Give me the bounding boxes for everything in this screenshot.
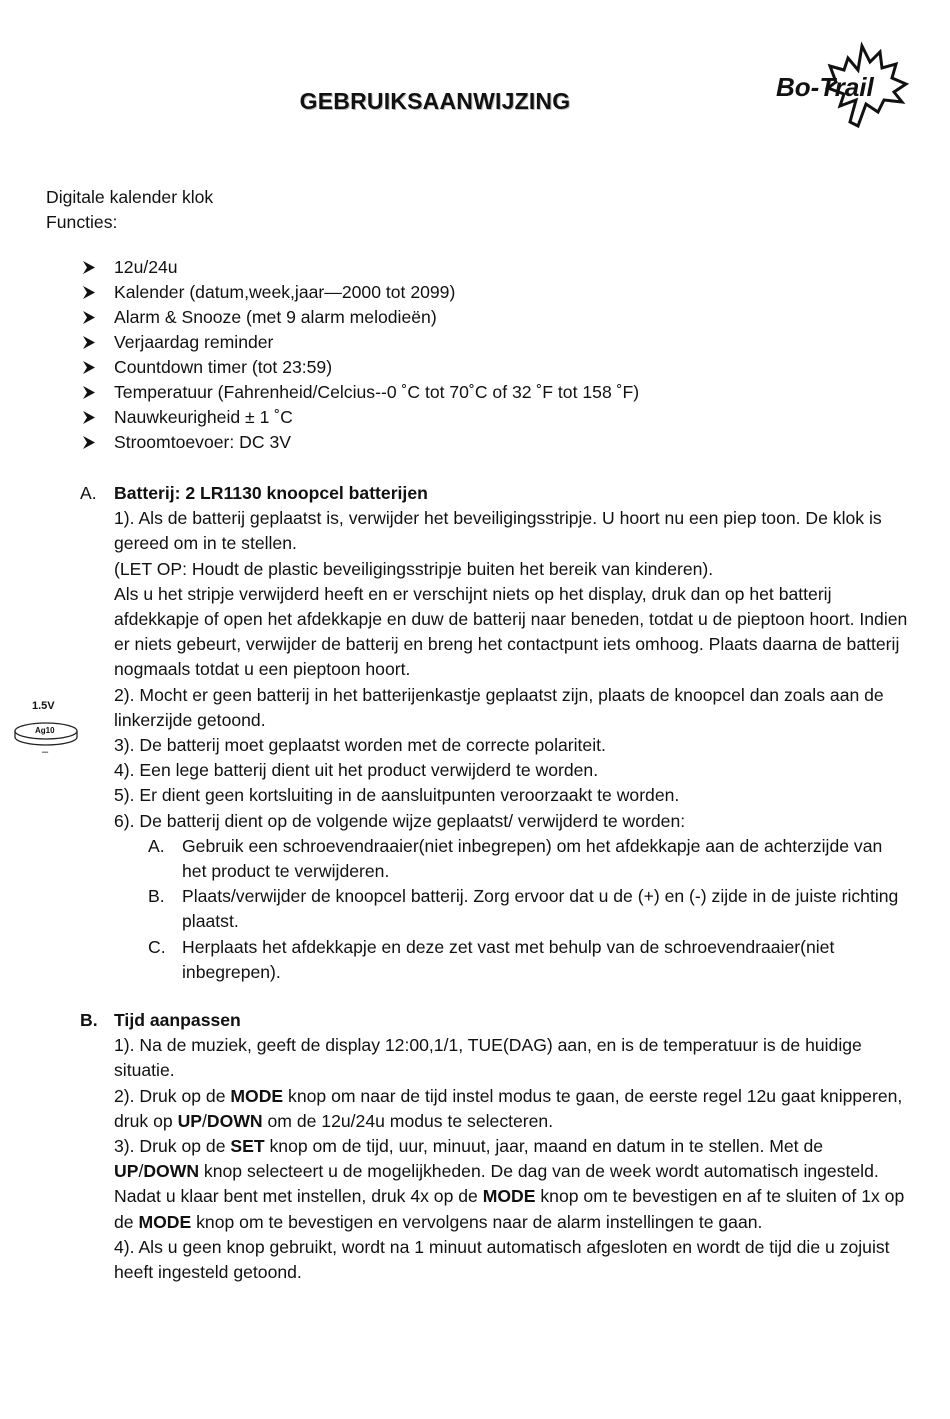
- feature-item: Temperatuur (Fahrenheid/Celcius--0 ˚C tot 70˚C of 32 ˚F tot 158 ˚F): [82, 380, 639, 405]
- key-label-down: DOWN: [143, 1161, 200, 1182]
- section-letter: A.: [80, 483, 97, 503]
- arrow-bullet-icon: [82, 430, 96, 455]
- battery-model-label: Ag10: [35, 726, 55, 735]
- feature-item: Countdown timer (tot 23:59): [82, 355, 639, 380]
- paragraph: 4). Als u geen knop gebruikt, wordt na 1 minuut automatisch afgesloten en wordt de tijd die u zojuist heeft ingesteld getoond.: [114, 1236, 890, 1283]
- intro-block: [46, 185, 213, 235]
- section-letter: B.: [80, 1010, 98, 1030]
- logo-text: Bo-Trail: [776, 72, 874, 102]
- section-title: Tijd aanpassen: [114, 1010, 241, 1030]
- key-label-up: UP: [114, 1161, 139, 1182]
- step-letter: C.: [148, 936, 166, 957]
- key-label-mode: MODE: [230, 1085, 284, 1106]
- key-label-mode: MODE: [138, 1211, 192, 1232]
- battery-voltage-label: 1.5V: [32, 700, 55, 712]
- arrow-bullet-icon: [82, 305, 96, 330]
- feature-item: 12u/24u: [82, 255, 639, 280]
- bo-trail-logo: [770, 40, 915, 132]
- feature-item: Kalender (datum,week,jaar—2000 tot 2099): [82, 280, 639, 305]
- feature-item: Stroomtoevoer: DC 3V: [82, 430, 639, 455]
- arrow-bullet-icon: [82, 255, 96, 280]
- key-label-up: UP: [177, 1110, 203, 1131]
- step-text: Herplaats het afdekkapje en deze zet vast met behulp van de schroevendraaier(niet inbegrepen).: [182, 936, 835, 982]
- paragraph: (LET OP: Houdt de plastic beveiligingsstripje buiten het bereik van kinderen).: [114, 558, 714, 579]
- intro-product: Digitale kalender klok: [46, 187, 214, 207]
- intro-functions-label: Functies:: [46, 212, 118, 232]
- paragraph: 2). Mocht er geen batterij in het batterijenkastje geplaatst zijn, plaats de knoopcel dan zoals aan de linkerzijde getoond.: [114, 684, 884, 730]
- feature-item: Alarm & Snooze (met 9 alarm melodieën): [82, 305, 639, 330]
- key-label-down: DOWN: [206, 1110, 263, 1131]
- button-cell-battery-illustration: [10, 695, 82, 757]
- arrow-bullet-icon: [82, 355, 96, 380]
- section-battery: [80, 481, 910, 985]
- key-label-mode: MODE: [482, 1186, 536, 1207]
- step-text: Gebruik een schroevendraaier(niet inbegrepen) om het afdekkapje aan de achterzijde van het product te verwijderen.: [182, 835, 883, 882]
- battery-minus-sign: –: [42, 746, 49, 757]
- paragraph: 5). Er dient geen kortsluiting in de aansluitpunten veroorzaakt te worden.: [114, 785, 680, 806]
- paragraph: 3). De batterij moet geplaatst worden met de correcte polariteit.: [114, 735, 606, 756]
- arrow-bullet-icon: [82, 380, 96, 405]
- paragraph: 4). Een lege batterij dient uit het product verwijderd te worden.: [114, 760, 599, 781]
- feature-item: Verjaardag reminder: [82, 330, 639, 355]
- feature-item: Nauwkeurigheid ± 1 ˚C: [82, 405, 639, 430]
- paragraph: 2). Druk op de MODE knop om naar de tijd instel modus te gaan, de eerste regel 12u gaat knipperen, druk op UP/DOWN om de 12u/24u modus te selecteren.: [114, 1085, 903, 1131]
- section-heading: [80, 481, 910, 506]
- paragraph: 1). Als de batterij geplaatst is, verwijder het beveiligingsstripje. U hoort nu een piep toon. De klok is gereed om in te stellen.: [114, 508, 882, 554]
- step-item: [80, 834, 910, 884]
- paragraph: 6). De batterij dient op de volgende wijze geplaatst/ verwijderd te worden:: [114, 810, 686, 831]
- arrow-bullet-icon: [82, 330, 96, 355]
- feature-list: [82, 255, 639, 455]
- step-item: [80, 884, 910, 934]
- key-label-set: SET: [230, 1136, 265, 1157]
- section-heading: [80, 1008, 910, 1033]
- page-title: GEBRUIKSAANWIJZING: [299, 88, 571, 114]
- step-item: [80, 935, 910, 985]
- section-time-setting: [80, 1008, 910, 1285]
- step-text: Plaats/verwijder de knoopcel batterij. Zorg ervoor dat u de (+) en (-) zijde in de juiste richting plaatst.: [182, 886, 899, 932]
- step-letter: B.: [148, 886, 165, 907]
- paragraph: 1). Na de muziek, geeft de display 12:00,1/1, TUE(DAG) aan, en is de temperatuur is de huidige situatie.: [114, 1035, 862, 1081]
- paragraph: Als u het stripje verwijderd heeft en er verschijnt niets op het display, druk dan op het batterij afdekkapje of open het afdekkapje en duw de batterij naar beneden, totdat u de pieptoon hoort. Indien er niets gebeurt, verwijder de batterij en breng het contactpunt iets omhoog. Plaats daarna de batterij nogmaals totdat u een pieptoon hoort.: [114, 583, 908, 680]
- paragraph: 3). Druk op de SET knop om de tijd, uur, minuut, jaar, maand en datum in te stellen. Met de UP/DOWN knop selecteert u de mogelijkheden. De dag van de week wordt automatisch ingesteld. Nadat u klaar bent met instellen, druk 4x op de MODE knop om te bevestigen en af te sluiten of 1x op de MODE knop om te bevestigen en vervolgens naar de alarm instellingen te gaan.: [114, 1136, 905, 1232]
- arrow-bullet-icon: [82, 280, 96, 305]
- step-letter: A.: [148, 835, 165, 856]
- arrow-bullet-icon: [82, 405, 96, 430]
- section-title: Batterij: 2 LR1130 knoopcel batterijen: [114, 483, 428, 503]
